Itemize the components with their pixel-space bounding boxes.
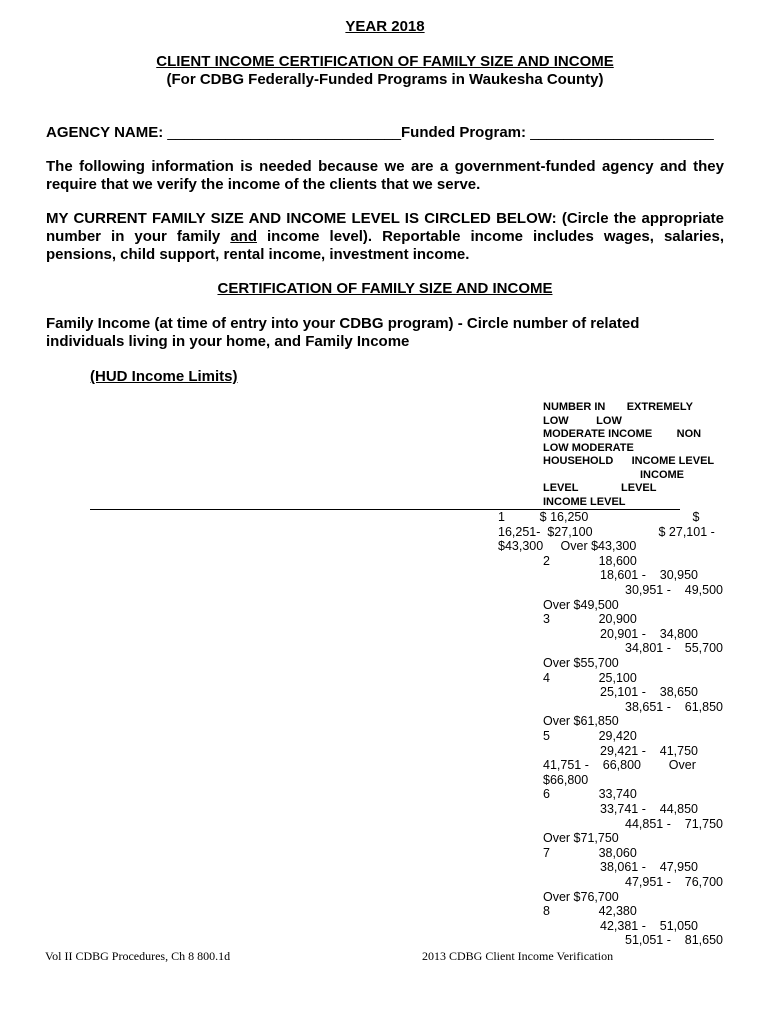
- income-table-line: 41,751 - 66,800 Over: [543, 758, 696, 773]
- footer-left: Vol II CDBG Procedures, Ch 8 800.1d: [45, 949, 231, 963]
- income-table-line: Over $55,700: [543, 656, 619, 670]
- hud-income-limits-label: (HUD Income Limits): [90, 368, 238, 385]
- income-table-line: 4 25,100: [543, 670, 637, 685]
- income-table-line: 25,101 - 38,650: [600, 685, 698, 700]
- table-header-line: LEVEL LEVEL: [543, 482, 657, 494]
- income-table-line: 16,251- $27,100 $ 27,101 -: [498, 524, 715, 539]
- family-income-text: Family Income (at time of entry into your CDBG program) - Circle number of related individuals living in your home, and Family Income: [46, 315, 640, 350]
- table-header-line: MODERATE INCOME NON: [543, 428, 702, 440]
- income-table-line: 6 33,740: [543, 787, 637, 802]
- table-header-line: HOUSEHOLD INCOME LEVEL: [543, 455, 715, 467]
- income-table-line: 18,601 - 30,950: [600, 568, 698, 583]
- table-header-line: LOW MODERATE: [543, 442, 634, 454]
- income-table-line: 1 $ 16,250 $: [498, 510, 700, 524]
- income-table-line: Over $71,750: [543, 831, 619, 846]
- income-table-line: 29,421 - 41,750: [600, 743, 698, 758]
- income-table-line: Over $49,500: [543, 597, 619, 612]
- income-table-line: 42,381 - 51,050: [600, 918, 698, 933]
- income-table-line: 20,901 - 34,800: [600, 626, 698, 641]
- agency-label: AGENCY NAME:: [46, 124, 164, 141]
- table-header-line: INCOME: [640, 469, 684, 481]
- income-table-line: 30,951 - 49,500: [625, 583, 723, 597]
- table-header-line: NUMBER IN EXTREMELY: [543, 401, 693, 413]
- income-table-line: $66,800: [543, 772, 589, 787]
- income-table-line: 47,951 - 76,700: [625, 875, 723, 889]
- agency-name-field[interactable]: ____________________________: [167, 124, 401, 141]
- income-table-line: 51,051 - 81,650: [625, 933, 723, 948]
- certification-heading: CERTIFICATION OF FAMILY SIZE AND INCOME: [217, 280, 553, 297]
- income-table-line: 7 38,060: [543, 845, 637, 860]
- intro-paragraph: The following information is needed because we are a government-funded agency and they require that we verify the income of the clients that we serve.: [46, 158, 724, 193]
- income-table-line: 5 29,420: [543, 729, 637, 743]
- income-table-line: Over $61,850: [543, 714, 619, 729]
- table-header-line: LOW LOW: [543, 415, 622, 427]
- income-table-line: 2 18,600: [543, 553, 637, 568]
- circle-instruction: MY CURRENT FAMILY SIZE AND INCOME LEVEL IS CIRCLED BELOW: (Circle the appropriate number in your family and income level). Reportable income includes wages, salaries, pensions, child support, rental income, investment income.: [46, 210, 724, 263]
- footer-center: 2013 CDBG Client Income Verification: [422, 949, 614, 963]
- income-table-line: 34,801 - 55,700: [625, 641, 723, 656]
- income-table-line: 33,741 - 44,850: [600, 802, 698, 816]
- form-title: CLIENT INCOME CERTIFICATION OF FAMILY SIZE AND INCOME: [156, 53, 614, 70]
- funded-program-field[interactable]: ______________________: [530, 124, 714, 141]
- income-table-line: 3 20,900: [543, 612, 637, 627]
- table-header-line: INCOME LEVEL: [543, 496, 626, 508]
- income-table-line: Over $76,700: [543, 889, 619, 904]
- income-table-line: $43,300 Over $43,300: [498, 539, 637, 554]
- form-subtitle: (For CDBG Federally-Funded Programs in Waukesha County): [166, 71, 604, 88]
- year-title: YEAR 2018: [345, 18, 425, 35]
- income-table-line: 44,851 - 71,750: [625, 816, 723, 831]
- income-table-line: 8 42,380: [543, 904, 637, 919]
- income-table-line: 38,061 - 47,950: [600, 860, 698, 875]
- agency-program-line: [46, 124, 714, 141]
- funded-program-label: Funded Program:: [401, 124, 527, 141]
- income-table-line: 38,651 - 61,850: [625, 699, 723, 714]
